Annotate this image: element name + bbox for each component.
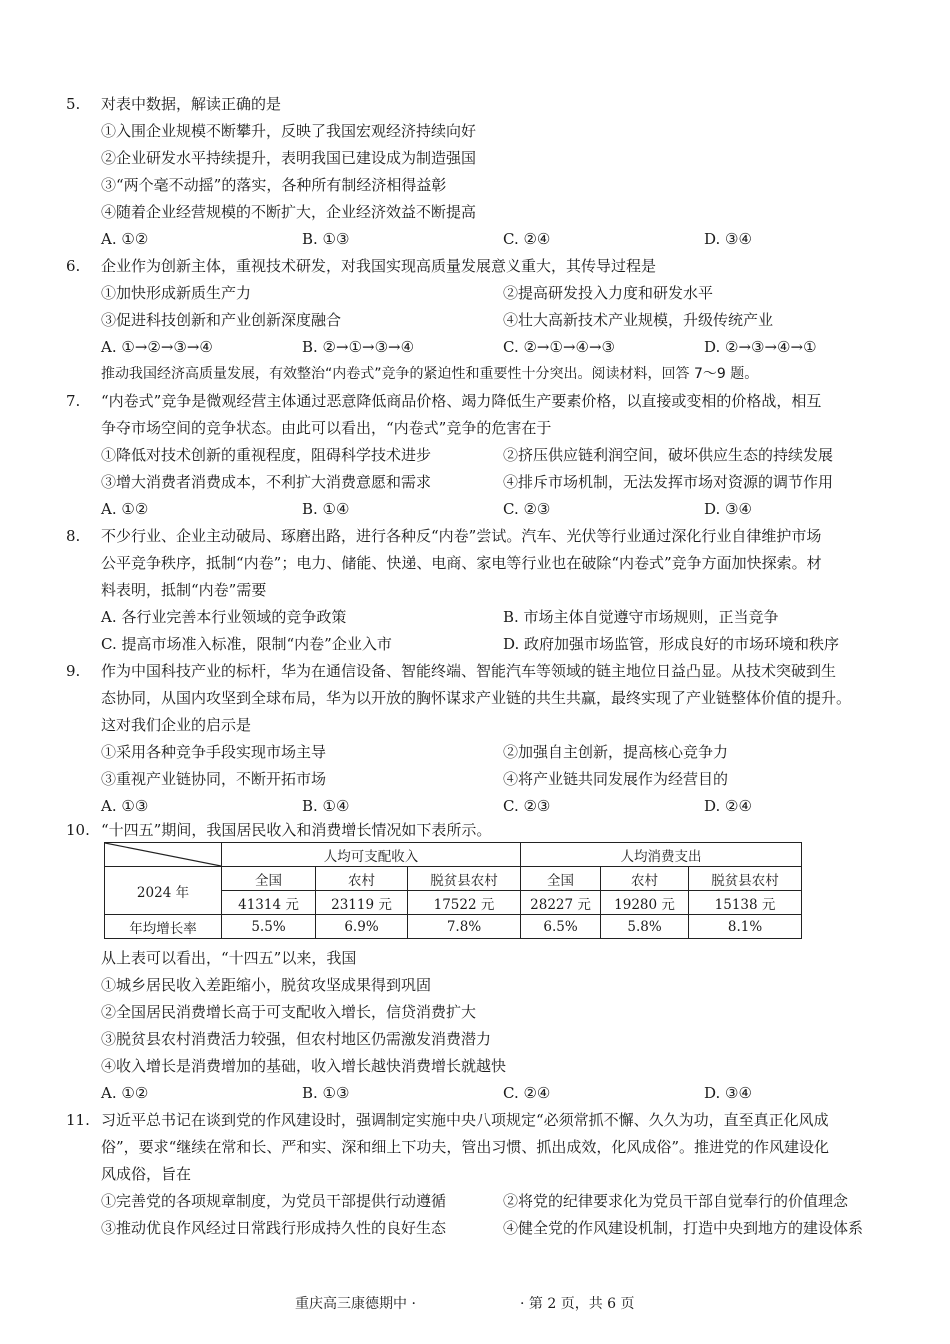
table-group-header: 人均可支配收入 [222, 843, 521, 867]
option-b[interactable]: B. ①③ [302, 1084, 350, 1102]
question-stem: 俗”，要求“继续在常和长、严和实、深和细上下功夫，管出习惯、抓出成效，化风成俗”。推进党的作风建设化 [101, 1138, 830, 1156]
option-b[interactable]: B. ②→①→③→④ [302, 338, 415, 356]
table-cell: 8.1% [689, 915, 802, 939]
statement-item: ①完善党的各项规章制度，为党员干部提供行动遵循 [101, 1192, 447, 1210]
table-cell: 15138 元 [689, 891, 802, 915]
question-lead: 从上表可以看出，“十四五”以来，我国 [101, 949, 357, 967]
option-d[interactable]: D. ②→③→④→① [704, 338, 817, 356]
question-stem: 争夺市场空间的竞争状态。由此可以看出，“内卷式”竞争的危害在于 [101, 419, 552, 437]
question-number: 9. [66, 662, 81, 680]
statement-item: ②挤压供应链利润空间，破坏供应生态的持续发展 [503, 446, 834, 464]
question-stem: 不少行业、企业主动破局、琢磨出路，进行各种反“内卷”尝试。汽车、光伏等行业通过深化行业自律维护市场 [101, 527, 822, 545]
table-cell: 6.5% [521, 915, 601, 939]
option-c[interactable]: C. ②④ [503, 230, 551, 248]
option-a[interactable]: A. ①② [101, 500, 149, 518]
option-d[interactable]: D. ③④ [704, 1084, 752, 1102]
table-cell: 28227 元 [521, 891, 601, 915]
question-stem: 态协同，从国内攻坚到全球布局，华为以开放的胸怀谋求产业链的共生共赢，最终实现了产业链整体价值的提升。 [101, 689, 852, 707]
statement-item: ③推动优良作风经过日常践行形成持久性的良好生态 [101, 1219, 447, 1237]
table-cell: 19280 元 [601, 891, 689, 915]
footer-page-number: · 第 2 页，共 6 页 [520, 1296, 635, 1312]
statement-item: ④收入增长是消费增加的基础，收入增长越快消费增长就越快 [101, 1057, 507, 1075]
statement-item: ④随着企业经营规模的不断扩大，企业经济效益不断提高 [101, 203, 477, 221]
option-a[interactable]: A. ①② [101, 230, 149, 248]
question-stem: 习近平总书记在谈到党的作风建设时，强调制定实施中央八项规定“必须常抓不懈、久久为功，直至真正化风成 [101, 1111, 829, 1129]
question-stem: 公平竞争秩序，抵制“内卷”；电力、储能、快递、电商、家电等行业也在破除“内卷式”竞争方面加快探索。材 [101, 554, 822, 572]
question-stem: 企业作为创新主体，重视技术研发，对我国实现高质量发展意义重大，其传导过程是 [101, 257, 657, 275]
table-sub-header: 农村 [601, 867, 689, 891]
option-a[interactable]: A. ①→②→③→④ [101, 338, 213, 356]
option-d[interactable]: D. ③④ [704, 230, 752, 248]
statement-item: ①城乡居民收入差距缩小，脱贫攻坚成果得到巩固 [101, 976, 432, 994]
income-consumption-table [104, 842, 802, 939]
table-sub-header: 脱贫县农村 [408, 867, 521, 891]
question-stem: 作为中国科技产业的标杆，华为在通信设备、智能终端、智能汽车等领域的链主地位日益凸显。从技术突破到生 [101, 662, 837, 680]
table-cell: 6.9% [316, 915, 408, 939]
statement-item: ③脱贫县农村消费活力较强，但农村地区仍需激发消费潜力 [101, 1030, 492, 1048]
question-stem: 这对我们企业的启示是 [101, 716, 252, 734]
table-cell: 23119 元 [316, 891, 408, 915]
table-row-label: 2024 年 [105, 867, 222, 915]
statement-item: ③增大消费者消费成本，不利扩大消费意愿和需求 [101, 473, 432, 491]
option-d[interactable]: D. 政府加强市场监管，形成良好的市场环境和秩序 [503, 635, 840, 653]
statement-item: ①入围企业规模不断攀升，反映了我国宏观经济持续向好 [101, 122, 477, 140]
table-row-label: 年均增长率 [105, 915, 222, 939]
option-a[interactable]: A. ①② [101, 1084, 149, 1102]
statement-item: ③促进科技创新和产业创新深度融合 [101, 311, 342, 329]
statement-item: ③“两个毫不动摇”的落实，各种所有制经济相得益彰 [101, 176, 447, 194]
question-number: 5. [66, 95, 81, 113]
option-b[interactable]: B. 市场主体自觉遵守市场规则，正当竞争 [503, 608, 779, 626]
statement-item: ④壮大高新技术产业规模，升级传统产业 [503, 311, 774, 329]
question-stem: 料表明，抵制“内卷”需要 [101, 581, 267, 599]
table-sub-header: 农村 [316, 867, 408, 891]
option-c[interactable]: C. ②③ [503, 500, 551, 518]
option-a[interactable]: A. 各行业完善本行业领域的竞争政策 [101, 608, 347, 626]
question-stem: “内卷式”竞争是微观经营主体通过恶意降低商品价格、竭力降低生产要素价格，以直接或变相的价格战，相互 [101, 392, 822, 410]
statement-item: ②加强自主创新，提高核心竞争力 [503, 743, 729, 761]
statement-item: ②将党的纪律要求化为党员干部自觉奉行的价值理念 [503, 1192, 849, 1210]
statement-item: ②提高研发投入力度和研发水平 [503, 284, 714, 302]
material-intro: 推动我国经济高质量发展，有效整治“内卷式”竞争的紧迫性和重要性十分突出。阅读材料，回答 7～9 题。 [101, 366, 759, 382]
statement-item: ④将产业链共同发展作为经营目的 [503, 770, 729, 788]
footer-exam-name: 重庆高三康德期中 · [295, 1296, 416, 1312]
statement-item: ②全国居民消费增长高于可支配收入增长，信贷消费扩大 [101, 1003, 477, 1021]
table-cell: 5.8% [601, 915, 689, 939]
statement-item: ③重视产业链协同，不断开拓市场 [101, 770, 327, 788]
option-b[interactable]: B. ①③ [302, 230, 350, 248]
statement-item: ①降低对技术创新的重视程度，阻碍科学技术进步 [101, 446, 432, 464]
table-sub-header: 全国 [222, 867, 316, 891]
question-number: 7. [66, 392, 81, 410]
statement-item: ①加快形成新质生产力 [101, 284, 252, 302]
option-b[interactable]: B. ①④ [302, 797, 350, 815]
option-a[interactable]: A. ①③ [101, 797, 149, 815]
table-cell: 5.5% [222, 915, 316, 939]
statement-item: ②企业研发水平持续提升，表明我国已建设成为制造强国 [101, 149, 477, 167]
option-c[interactable]: C. ②④ [503, 1084, 551, 1102]
statement-item: ①采用各种竞争手段实现市场主导 [101, 743, 327, 761]
option-b[interactable]: B. ①④ [302, 500, 350, 518]
option-d[interactable]: D. ③④ [704, 500, 752, 518]
table-cell: 17522 元 [408, 891, 521, 915]
question-number: 11. [66, 1111, 90, 1129]
statement-item: ④健全党的作风建设机制，打造中央到地方的建设体系 [503, 1219, 864, 1237]
statement-item: ④排斥市场机制，无法发挥市场对资源的调节作用 [503, 473, 834, 491]
question-number: 6. [66, 257, 81, 275]
option-c[interactable]: C. ②→①→④→③ [503, 338, 615, 356]
table-group-header: 人均消费支出 [521, 843, 802, 867]
table-cell: 7.8% [408, 915, 521, 939]
table-sub-header: 全国 [521, 867, 601, 891]
question-stem: “十四五”期间，我国居民收入和消费增长情况如下表所示。 [101, 821, 492, 839]
table-sub-header: 脱贫县农村 [689, 867, 802, 891]
question-number: 10. [66, 821, 90, 839]
option-c[interactable]: C. ②③ [503, 797, 551, 815]
question-stem: 对表中数据，解读正确的是 [101, 95, 282, 113]
table-cell: 41314 元 [222, 891, 316, 915]
question-number: 8. [66, 527, 81, 545]
option-c[interactable]: C. 提高市场准入标准，限制“内卷”企业入市 [101, 635, 392, 653]
option-d[interactable]: D. ②④ [704, 797, 752, 815]
table-corner-diagonal [105, 843, 222, 867]
question-stem: 风成俗，旨在 [101, 1165, 192, 1183]
